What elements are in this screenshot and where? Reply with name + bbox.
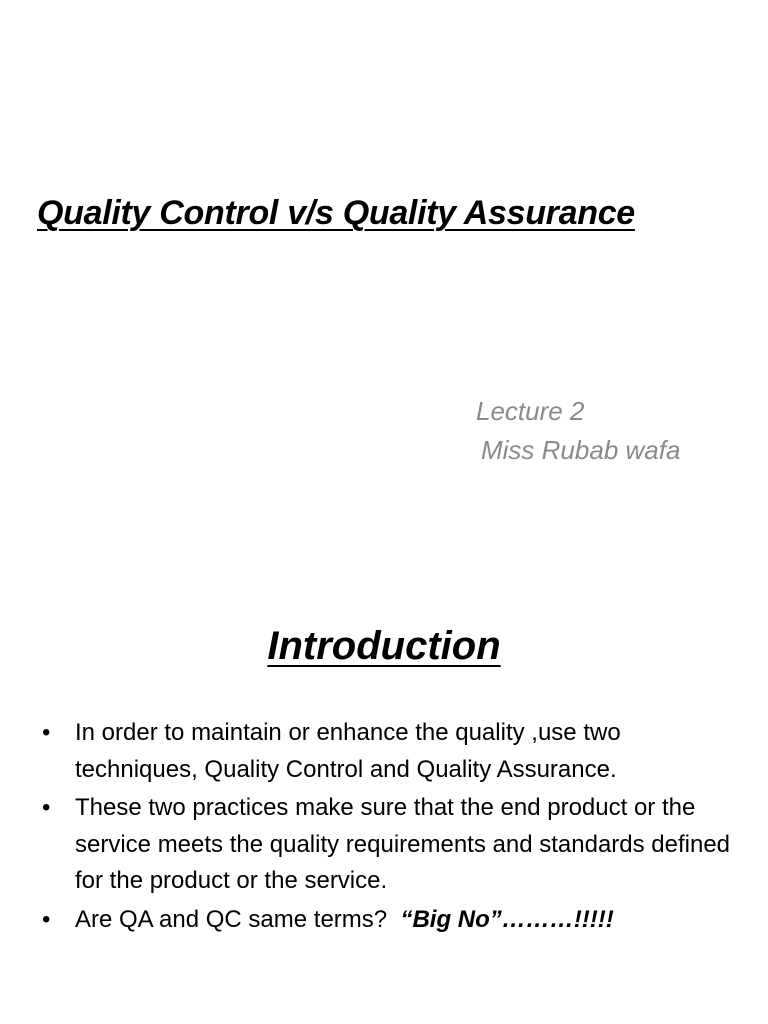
bullet-icon: • <box>42 719 51 746</box>
presentation-title: Quality Control v/s Quality Assurance <box>37 194 635 232</box>
slide-title: Introduction <box>267 624 501 668</box>
bullet-text: Are QA and QC same terms? <box>75 905 388 933</box>
bullet-text: These two practices make sure that the end product or the service meets the quality requirements and standards defined for the product or the service. <box>75 794 731 894</box>
introduction-slide <box>0 512 768 1024</box>
bullet-item <box>42 715 732 788</box>
bullet-item <box>42 790 732 900</box>
lecturer-name: Miss Rubab wafa <box>481 435 681 465</box>
bullet-list <box>42 715 732 940</box>
bullet-emphasis: “Big No”………!!!!! <box>400 905 614 933</box>
bullet-icon: • <box>42 905 51 933</box>
bullet-item <box>42 902 732 939</box>
bullet-text: In order to maintain or enhance the quality ,use two techniques, Quality Control and Quality Assurance. <box>75 719 621 783</box>
bullet-icon: • <box>42 794 51 821</box>
lecture-number: Lecture 2 <box>476 396 585 426</box>
